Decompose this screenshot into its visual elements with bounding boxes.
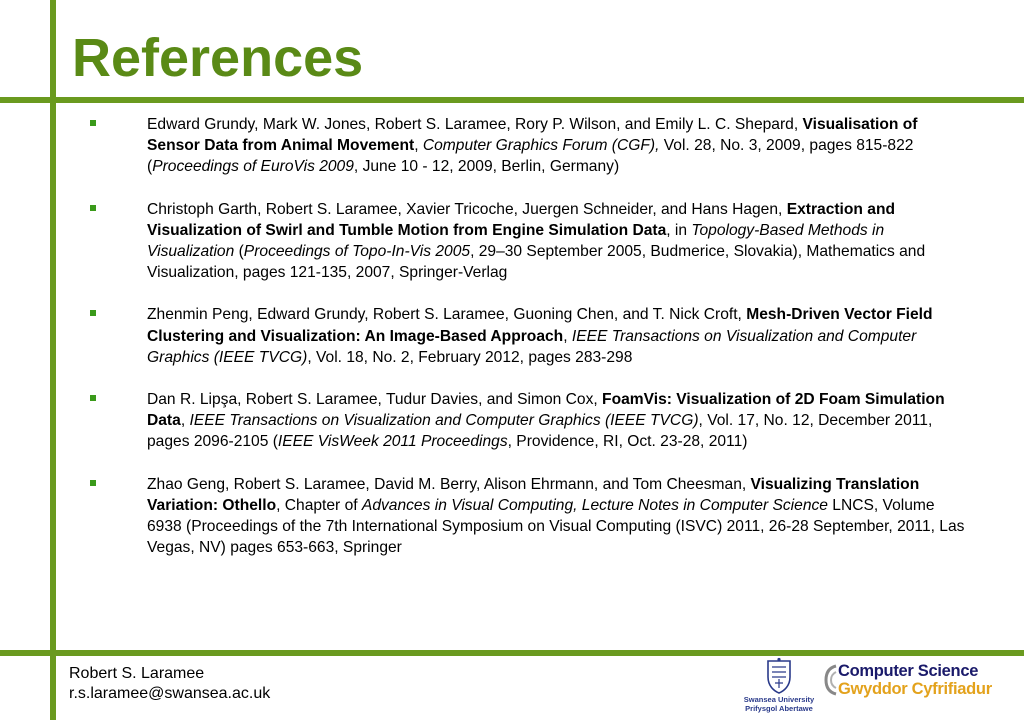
reference-separator: ,	[414, 137, 423, 155]
computer-science-logo	[824, 662, 1014, 702]
square-bullet-icon	[90, 480, 96, 486]
reference-authors: Christoph Garth, Robert S. Laramee, Xavier Tricoche, Juergen Schneider, and Hans Hagen,	[147, 200, 787, 218]
reference-separator: ,	[563, 327, 572, 345]
reference-item	[90, 114, 970, 178]
swansea-university-logo	[734, 657, 824, 717]
left-accent-bar	[50, 0, 56, 720]
reference-tail: , 29–30 September 2005, Budmerice, Slovakia), Mathematics and Visualization, pages 121-135, 2007, Springer-Verlag	[147, 243, 926, 282]
reference-tail: , June 10 - 12, 2009, Berlin, Germany)	[353, 158, 620, 176]
reference-venue: Advances in Visual Computing, Lecture Notes in Computer Science	[361, 496, 828, 514]
reference-venue: IEEE Transactions on Visualization and Computer Graphics (IEEE TVCG)	[189, 412, 699, 430]
reference-title: FoamVis: Visualization of 2D Foam Simulation Data	[147, 391, 945, 430]
reference-venue: Topology-Based Methods in Visualization	[147, 221, 885, 261]
swansea-university-crest-icon	[764, 657, 794, 695]
footer-divider	[0, 650, 1024, 656]
reference-title: Visualizing Translation Variation: Othello	[147, 475, 920, 514]
reference-item	[90, 304, 970, 368]
reference-authors: Zhenmin Peng, Edward Grundy, Robert S. Laramee, Guoning Chen, and T. Nick Croft,	[147, 306, 747, 324]
footer-email: r.s.laramee@swansea.ac.uk	[69, 685, 271, 702]
reference-separator: , Chapter of	[276, 496, 362, 514]
square-bullet-icon	[90, 395, 96, 401]
university-name-cy: Prifysgol Abertawe	[745, 704, 813, 713]
reference-separator: ,	[180, 412, 190, 430]
reference-title: Mesh-Driven Vector Field Clustering and Visualization: An Image-Based Approach	[147, 306, 933, 345]
department-name-en: Computer Science	[838, 662, 979, 680]
department-name-cy: Gwyddor Cyfrifiadur	[838, 680, 992, 698]
reference-venue: Computer Graphics Forum (CGF),	[422, 137, 660, 155]
footer-author: Robert S. Laramee	[69, 665, 205, 682]
reference-venue: IEEE Transactions on Visualization and Computer Graphics (IEEE TVCG)	[147, 327, 917, 366]
reference-details: LNCS, Volume 6938 (Proceedings of the 7th International Symposium on Visual Computing (ISVC) 2011, 26-28 September, 2011, Las Vegas, NV) pages 653-663, Springer	[147, 496, 965, 557]
reference-proceedings: Proceedings of EuroVis 2009	[152, 158, 354, 176]
reference-details: (	[234, 243, 244, 261]
university-name-en: Swansea University	[743, 695, 815, 704]
reference-item	[90, 389, 970, 453]
title-divider	[0, 97, 1024, 103]
reference-item	[90, 199, 970, 284]
reference-separator: , in	[666, 221, 692, 239]
reference-title: Extraction and Visualization of Swirl and Tumble Motion from Engine Simulation Data	[147, 200, 895, 239]
reference-proceedings: Proceedings of Topo-In-Vis 2005	[243, 243, 471, 261]
square-bullet-icon	[90, 205, 96, 211]
reference-details: , Vol. 17, No. 12, December 2011, pages 2096-2105 (	[147, 412, 933, 451]
reference-authors: Edward Grundy, Mark W. Jones, Robert S. Laramee, Rory P. Wilson, and Emily L. C. Shepard,	[147, 116, 803, 133]
computer-science-logo-icon	[824, 664, 838, 696]
slide-title: References	[72, 28, 364, 88]
square-bullet-icon	[90, 120, 96, 126]
reference-details: , Vol. 18, No. 2, February 2012, pages 283-298	[307, 348, 633, 366]
reference-proceedings: IEEE VisWeek 2011 Proceedings	[277, 433, 508, 451]
reference-item	[90, 474, 970, 559]
reference-title: Visualisation of Sensor Data from Animal Movement	[147, 116, 918, 155]
square-bullet-icon	[90, 310, 96, 316]
reference-tail: , Providence, RI, Oct. 23-28, 2011)	[507, 433, 748, 451]
references-list	[90, 114, 970, 579]
reference-details: Vol. 28, No. 3, 2009, pages 815-822 (	[147, 137, 914, 176]
reference-authors: Zhao Geng, Robert S. Laramee, David M. Berry, Alison Ehrmann, and Tom Cheesman,	[147, 475, 751, 493]
reference-authors: Dan R. Lipşa, Robert S. Laramee, Tudur Davies, and Simon Cox,	[147, 391, 603, 409]
